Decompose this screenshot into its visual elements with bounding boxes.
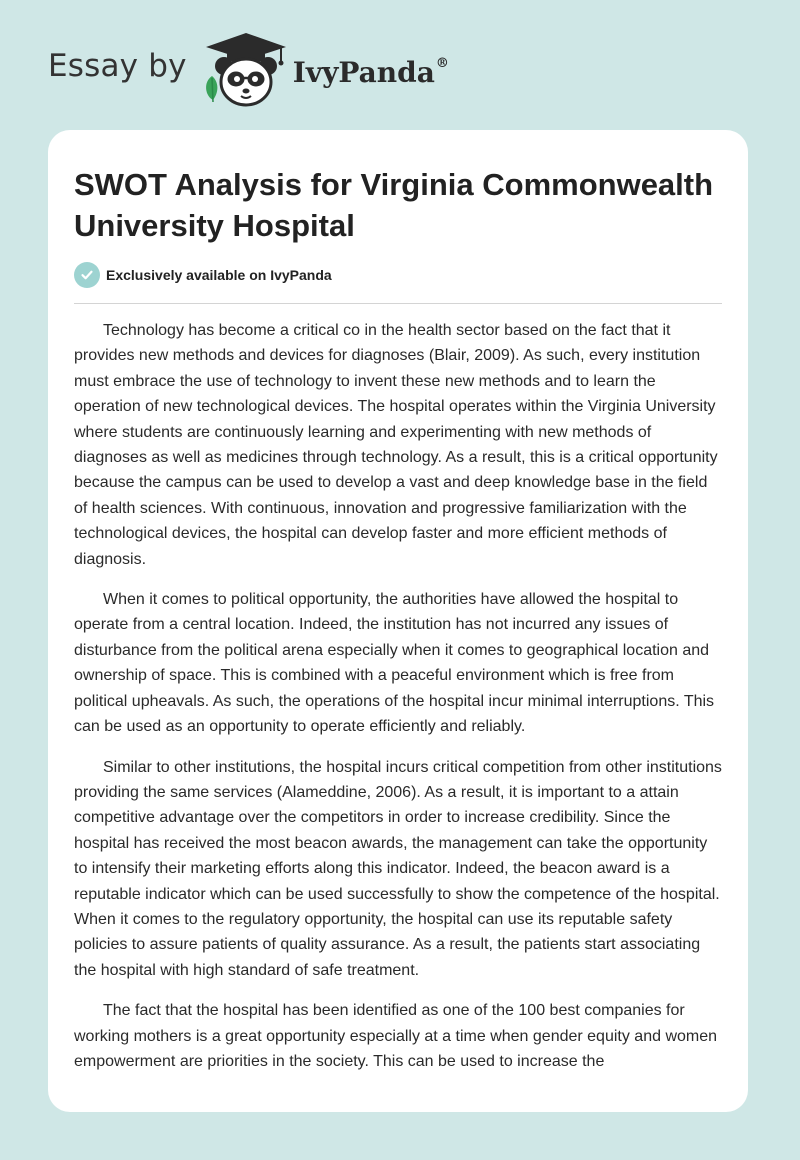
brand-prefix: Essay by: [48, 48, 187, 84]
site-header: [48, 30, 449, 110]
paragraph: When it comes to political opportunity, the authorities have allowed the hospital to operate from a central location. Indeed, the institution has not incurred any issues of disturbance from the political arena especially when it comes to geographical location and ownership of space. This is combined with a peaceful environment which is free from political upheavals. As such, the operations of the hospital incur minimal interruptions. This can be used as an opportunity to operate efficiently and reliably.: [74, 591, 715, 736]
exclusive-badge: [74, 262, 332, 288]
badge-text: Exclusively available on IvyPanda: [106, 267, 332, 283]
panda-logo-icon[interactable]: [201, 30, 291, 110]
divider: [74, 303, 722, 304]
paragraph: Similar to other institutions, the hospital incurs critical competition from other institutions providing the same services (Alameddine, 2006). As a result, it is important to a attain competitive advantage over the competitors in order to increase credibility. Since the hospital has received the most beacon awards, the management can take the opportunity to intensify their marketing efforts along this indicator. Indeed, the beacon award is a reputable indicator which can be used successfully to show the competence of the hospital. When it comes to the regulatory opportunity, the hospital can use its reputable safety policies to assure patients of quality assurance. As a result, the patients start associating the hospital with high standard of safe treatment.: [74, 758, 722, 979]
registered-mark: ®: [435, 56, 449, 72]
essay-card: [48, 130, 748, 1112]
brand-name[interactable]: IvyPanda®: [292, 55, 449, 89]
page-title: SWOT Analysis for Virginia Commonwealth University Hospital: [74, 167, 714, 243]
paragraph: The fact that the hospital has been identified as one of the 100 best companies for working mothers is a great opportunity especially at a time when gender equity and women empowerment are priorities in the society. This can be used to increase the: [74, 1002, 718, 1070]
article-body: [74, 318, 724, 1089]
paragraph: Technology has become a critical co in the health sector based on the fact that it provides new methods and devices for diagnoses (Blair, 2009). As such, every institution must embrace the use of technology to invent these new methods and to learn the operation of new technological devices. The hospital operates within the Virginia University where students are continuously learning and experimenting with new methods of diagnoses as well as medicines through technology. As a result, this is a critical opportunity because the campus can be used to develop a vast and deep knowledge base in the field of health sciences. With continuous, innovation and progressive familiarization with the technological devices, the hospital can develop faster and more efficient methods of diagnosis.: [74, 322, 718, 568]
check-circle-icon: [74, 262, 100, 288]
